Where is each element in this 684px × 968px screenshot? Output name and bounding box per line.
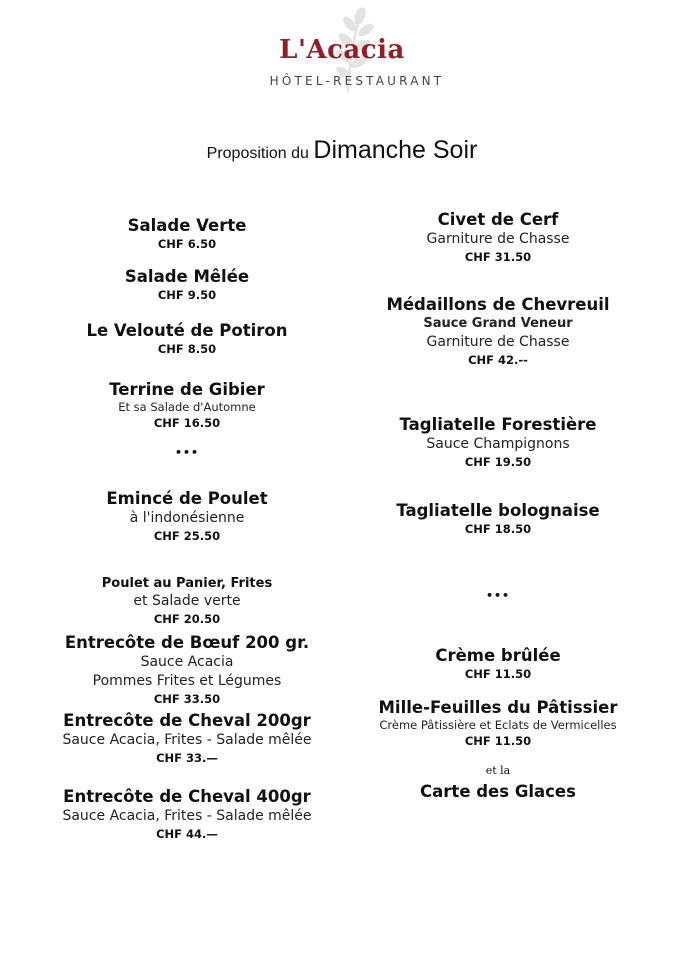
dish-name: Civet de Cerf [437,210,559,229]
menu-item [338,210,658,266]
dish-description: Sauce Acacia, Frites - Salade mêlée [62,808,312,824]
menu-item [27,267,347,304]
dish-price: CHF 33.50 [153,692,221,706]
menu-item [338,782,658,802]
dish-price: CHF 44.— [156,827,218,841]
separator-dots: ••• [485,589,511,602]
menu-title-prefix: Proposition du [206,145,314,162]
dish-name: Salade Mêlée [124,267,250,286]
dish-description: à l'indonésienne [129,510,245,526]
menu-item [27,787,347,843]
menu-title [0,136,684,165]
dish-price: CHF 6.50 [157,237,217,251]
menu-item [27,216,347,253]
dish-description: Crème Pâtissière et Eclats de Vermicelles [379,718,617,732]
dish-description: Sauce Champignons [426,436,570,452]
dish-name: Salade Verte [127,216,247,235]
dish-price: CHF 11.50 [464,667,532,681]
connector-text [338,763,658,779]
dish-description: Sauce Acacia [140,654,234,670]
section-separator [27,446,347,460]
menu-item [27,633,347,708]
dish-name: Médaillons de Chevreuil [386,295,610,314]
dish-name: Tagliatelle Forestière [399,415,597,434]
menu-item [27,380,347,432]
brand-name: L'Acacia [279,35,405,65]
dish-description: Garniture de Chasse [426,334,570,350]
dish-description: Garniture de Chasse [426,231,570,247]
dish-price: CHF 18.50 [464,522,532,536]
dish-price: CHF 25.50 [153,529,221,543]
dish-price: CHF 8.50 [157,342,217,356]
dish-name: Mille-Feuilles du Pâtissier [378,698,618,717]
menu-item [27,575,347,628]
menu-item [27,321,347,358]
dish-price: CHF 9.50 [157,288,217,302]
menu-item [338,501,658,538]
dish-name: Terrine de Gibier [109,380,265,399]
menu-item [27,711,347,767]
dish-price: CHF 19.50 [464,455,532,469]
brand-tagline: HÔTEL-RESTAURANT [269,74,445,88]
dish-price: CHF 11.50 [464,734,532,748]
dish-price: CHF 20.50 [153,612,221,626]
dish-description: et Salade verte [133,593,241,609]
menu-item [27,489,347,545]
menu-item [338,698,658,750]
dish-price: CHF 31.50 [464,250,532,264]
dish-name: Poulet au Panier, Frites [101,576,273,591]
dish-sauce: Sauce Grand Veneur [423,316,573,331]
dish-name: Entrecôte de Cheval 400gr [63,787,311,806]
menu-item [338,415,658,471]
dish-price: CHF 16.50 [153,416,221,430]
dish-name: Entrecôte de Cheval 200gr [63,711,311,730]
dish-name: Tagliatelle bolognaise [396,501,600,520]
menu-item [338,646,658,683]
menu-item [338,295,658,369]
dish-price: CHF 33.— [156,751,218,765]
dish-name: Le Velouté de Potiron [86,321,288,340]
dish-name: Entrecôte de Bœuf 200 gr. [64,633,310,652]
separator-dots: ••• [174,446,200,459]
dish-description-line2: Pommes Frites et Légumes [92,673,282,689]
menu-title-main: Dimanche Soir [313,136,478,164]
dish-description: Sauce Acacia, Frites - Salade mêlée [62,732,312,748]
dish-name: Crème brûlée [435,646,561,665]
connector-et-la: et la [485,764,511,777]
dish-name: Emincé de Poulet [106,489,268,508]
dish-price: CHF 42.-- [468,353,528,367]
dish-description: Et sa Salade d'Automne [118,400,256,414]
dish-name: Carte des Glaces [420,782,576,801]
section-separator [338,589,658,603]
